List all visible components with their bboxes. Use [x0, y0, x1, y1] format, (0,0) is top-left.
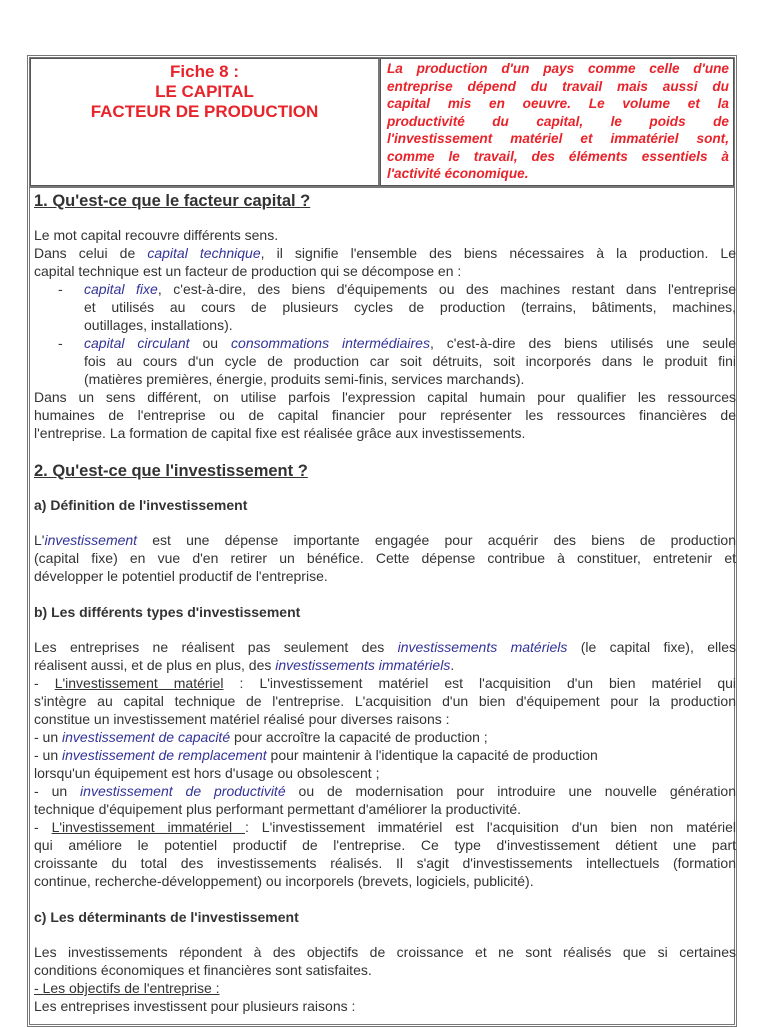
- intro-text: [380, 58, 734, 186]
- fiche-number: Fiche 8 :: [170, 62, 239, 81]
- text-line: [34, 656, 736, 674]
- intro-line: l'activité économique.: [387, 166, 529, 181]
- text-line: [34, 818, 736, 836]
- text-segment: : L'investissement matériel est l'acquisition d'un bien matériel qui: [223, 675, 736, 691]
- key-term: investissement de productivité: [80, 783, 286, 799]
- text-segment: ou: [189, 335, 232, 351]
- text-segment: - un: [34, 747, 63, 763]
- bullet-dash: -: [58, 281, 63, 297]
- text-segment: outillages, installations).: [84, 317, 233, 333]
- text-segment: - un: [34, 729, 63, 745]
- text-line: [34, 316, 736, 334]
- text-segment: qui améliore le potentiel productif de l'entreprise. Ce type d'investissement détient une part: [34, 837, 736, 853]
- key-term: investissements immatériels: [275, 657, 451, 673]
- subsection-heading: a) Définition de l'investissement: [34, 496, 248, 513]
- text-line: [34, 388, 736, 406]
- text-segment: L': [34, 532, 45, 548]
- intro-line: La production d'un pays comme celle d'une: [387, 61, 729, 76]
- text-segment: Les entreprises ne réalisent pas seulement des: [34, 639, 398, 655]
- header-table: [30, 58, 734, 188]
- text-line: [34, 674, 736, 692]
- text-line: [34, 262, 736, 280]
- text-line: [34, 370, 736, 388]
- key-term: investissement de capacité: [62, 729, 231, 745]
- section-heading: 2. Qu'est-ce que l'investissement ?: [34, 461, 308, 480]
- text-segment: s'intègre au capital technique de l'entreprise. L'acquisition d'un bien d'équipement pour la production: [34, 693, 736, 709]
- text-line: [34, 872, 736, 890]
- spacer: [34, 442, 736, 460]
- text-segment: (matières premières, énergie, produits semi-finis, services marchands).: [84, 371, 525, 387]
- key-term: capital fixe: [84, 281, 158, 297]
- fiche-title-line: LE CAPITAL: [155, 82, 254, 101]
- text-line: [34, 997, 736, 1015]
- text-segment: : L'investissement immatériel est l'acquisition d'un bien non matériel: [245, 819, 736, 835]
- intro-line: l'investissement matériel et immatériel sont,: [387, 131, 729, 146]
- text-line: [34, 298, 736, 316]
- text-line: [34, 979, 736, 997]
- text-line: [34, 406, 736, 424]
- text-segment: capital technique est un facteur de production qui se décompose en :: [34, 263, 462, 279]
- text-segment: technique d'équipement plus performant permettant d'améliorer la productivité.: [34, 801, 522, 817]
- text-segment: humaines de l'entreprise ou de capital financier pour représenter les ressources financières de: [34, 407, 736, 423]
- key-term: capital technique: [147, 245, 261, 261]
- text-line: [34, 638, 736, 656]
- text-segment: (capital fixe) en vue d'en retirer un bénéfice. Cette dépense contribue à constituer, entretenir et: [34, 550, 736, 566]
- text-line: [34, 549, 736, 567]
- section-heading: 1. Qu'est-ce que le facteur capital ?: [34, 192, 311, 210]
- text-segment: Les entreprises investissent pour plusieurs raisons :: [34, 998, 356, 1014]
- underlined-term: - Les objectifs de l'entreprise :: [34, 980, 220, 996]
- text-segment: Dans un sens différent, on utilise parfois l'expression capital humain pour qualifier les ressources: [34, 389, 736, 405]
- text-segment: Le mot capital recouvre différents sens.: [34, 227, 279, 243]
- intro-line: productivité du capital, le poids de: [387, 113, 729, 129]
- key-term: consommations intermédiaires: [231, 335, 430, 351]
- key-term: investissements matériels: [397, 639, 568, 655]
- text-segment: , c'est-à-dire, des biens d'équipements ou des machines restant dans l'entreprise: [157, 281, 736, 297]
- text-line: [34, 746, 736, 764]
- text-segment: croissante du total des investissements réalisés. Il s'agit d'investissements intellectuels (formation: [34, 855, 736, 871]
- text-line: [34, 836, 736, 854]
- text-line: [34, 710, 736, 728]
- text-segment: développer le potentiel productif de l'entreprise.: [34, 568, 328, 584]
- text-segment: .: [450, 657, 455, 673]
- text-segment: lorsqu'un équipement est hors d'usage ou obsolescent ;: [34, 765, 380, 781]
- subsection-heading: b) Les différents types d'investissement: [34, 603, 301, 620]
- text-line: [34, 943, 736, 961]
- text-segment: (le capital fixe), elles: [567, 639, 736, 655]
- spacer: [34, 514, 736, 532]
- text-segment: l'entreprise. La formation de capital fixe est réalisée grâce aux investissements.: [34, 425, 526, 441]
- text-segment: est une dépense importante engagée pour acquérir des biens de production: [137, 532, 736, 548]
- key-term: investissement de remplacement: [62, 747, 267, 763]
- text-segment: fois au cours d'un cycle de production car soit détruits, soit incorporés dans le produit fini: [84, 353, 736, 369]
- text-segment: - un: [34, 783, 81, 799]
- text-line: [34, 567, 736, 585]
- text-segment: et utilisés au cours de plusieurs cycles de production (terrains, bâtiments, machines,: [84, 299, 736, 315]
- text-segment: réalisent aussi, et de plus en plus, des: [34, 657, 276, 673]
- spacer: [34, 890, 736, 908]
- key-term: investissement: [44, 532, 138, 548]
- text-line: [34, 728, 736, 746]
- intro-line: entreprise dépend du travail mais aussi du: [387, 78, 729, 94]
- text-line: [34, 226, 736, 244]
- key-term: capital circulant: [84, 335, 190, 351]
- bullet-dash: -: [58, 335, 63, 351]
- text-segment: Dans celui de: [34, 245, 148, 261]
- text-segment: conditions économiques et financières sont satisfaites.: [34, 962, 372, 978]
- text-segment: pour maintenir à l'identique la capacité de production: [266, 747, 598, 763]
- document-body: [34, 190, 736, 1015]
- subsection-heading: c) Les déterminants de l'investissement: [34, 908, 299, 925]
- text-segment: Les investissements répondent à des objectifs de croissance et ne sont réalisés que si certaines: [34, 944, 736, 960]
- text-line: [34, 531, 736, 549]
- text-line: [34, 764, 736, 782]
- text-segment: pour accroître la capacité de production ;: [230, 729, 488, 745]
- text-line: [34, 334, 736, 352]
- underlined-term: L'investissement immatériel: [51, 819, 246, 835]
- text-line: [34, 352, 736, 370]
- text-line: [34, 854, 736, 872]
- text-segment: continue, recherche-développement) ou incorporels (brevets, logiciels, publicité).: [34, 873, 534, 889]
- text-segment: -: [34, 675, 55, 691]
- fiche-subtitle: FACTEUR DE PRODUCTION: [90, 102, 319, 121]
- text-line: [34, 800, 736, 818]
- text-segment: -: [34, 819, 52, 835]
- text-line: [34, 280, 736, 298]
- text-segment: , il signifie l'ensemble des biens nécessaires à la production. Le: [260, 245, 736, 261]
- text-line: [34, 961, 736, 979]
- intro-line: comme le travail, des éléments essentiels à: [387, 148, 729, 164]
- intro-line: capital mis en oeuvre. Le volume et la: [387, 96, 729, 111]
- underlined-term: L'investissement matériel: [54, 675, 224, 691]
- spacer: [34, 926, 736, 944]
- text-segment: , c'est-à-dire des biens utilisés une seule: [429, 335, 736, 351]
- text-segment: ou de modernisation pour introduire une nouvelle génération: [285, 783, 736, 799]
- text-line: [34, 424, 736, 442]
- spacer: [34, 621, 736, 639]
- text-line: [34, 782, 736, 800]
- text-segment: constitue un investissement matériel réalisé pour diverses raisons :: [34, 711, 450, 727]
- fiche-title: [30, 58, 380, 186]
- text-line: [34, 692, 736, 710]
- text-line: [34, 244, 736, 262]
- spacer: [34, 585, 736, 603]
